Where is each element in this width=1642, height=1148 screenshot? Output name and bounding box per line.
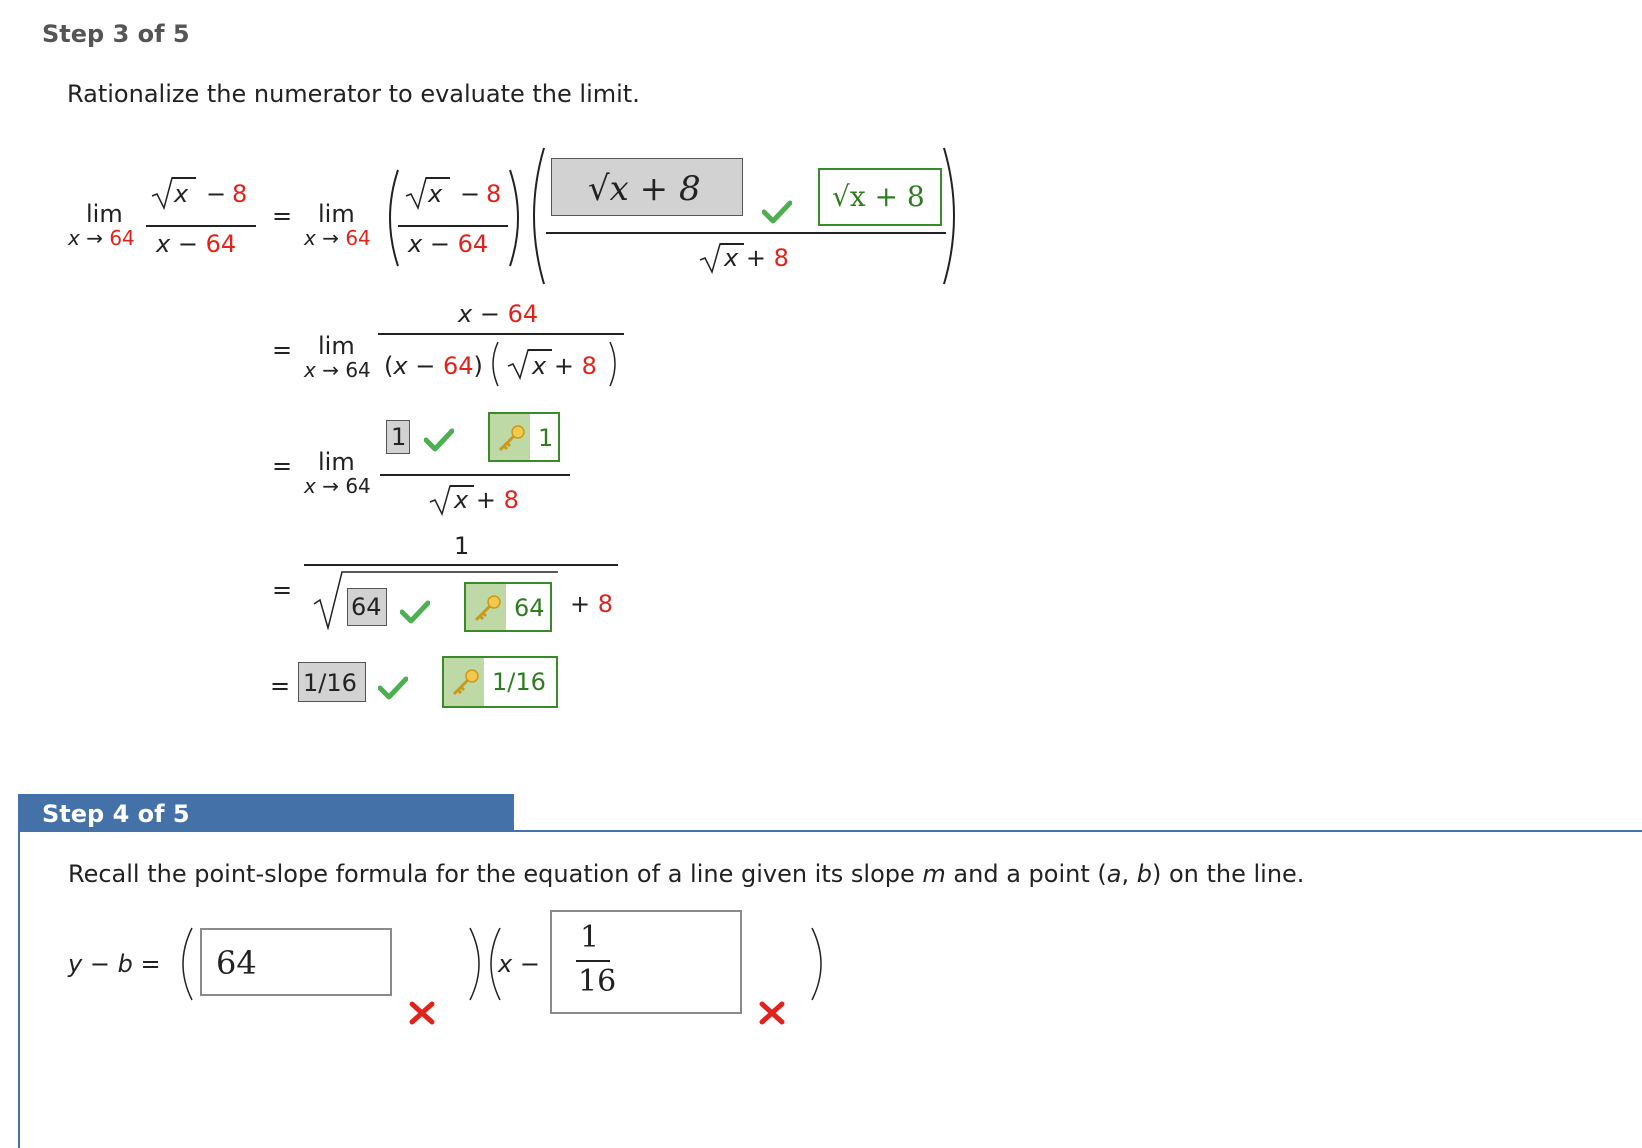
step4-left-border [18, 832, 20, 1148]
step3-title: Step 3 of 5 [42, 20, 190, 48]
sqrt-icon [506, 348, 532, 380]
step4-title: Step 4 of 5 [42, 800, 190, 828]
left-paren-icon [486, 340, 500, 388]
key-answer-line1: √x + 8 [818, 168, 942, 226]
check-icon [424, 428, 454, 452]
sqrt-icon [404, 176, 430, 210]
answer-box-line5: 1/16 [298, 662, 366, 702]
step3-instruction: Rationalize the numerator to evaluate the limit. [67, 80, 640, 108]
key-icon [496, 424, 526, 452]
key-answer-line5: 1/16 [442, 656, 558, 708]
sqrt-icon [698, 242, 724, 274]
sqrt-icon [428, 484, 454, 516]
slope-input[interactable]: 64 [200, 928, 392, 996]
sqrt-icon [150, 176, 176, 210]
check-icon [400, 600, 430, 624]
check-icon [762, 200, 792, 224]
fraction-bar [146, 225, 256, 227]
lim-approach: x → 64 [68, 226, 135, 250]
key-icon [472, 594, 502, 622]
point-input[interactable]: 1 16 [550, 910, 742, 1014]
right-paren-icon [808, 926, 834, 1002]
incorrect-x-icon [758, 1000, 786, 1026]
right-paren-icon [608, 340, 622, 388]
incorrect-x-icon [408, 1000, 436, 1026]
key-answer-line3: 1 [488, 412, 560, 462]
key-icon [450, 668, 480, 696]
equals-sign: = [272, 202, 293, 230]
left-paren-icon [378, 168, 402, 268]
step4-divider [514, 830, 1642, 832]
key-answer-line4: 64 [464, 582, 552, 632]
answer-box-line4: 64 [347, 588, 387, 626]
right-paren-icon [940, 146, 968, 286]
lim-label: lim [86, 200, 123, 228]
step4-instruction: Recall the point-slope formula for the equation of a line given its slope m and a point (a, b) on the line. [68, 860, 1305, 888]
check-icon [378, 676, 408, 700]
left-paren-icon [170, 926, 196, 1002]
left-paren-icon [520, 146, 548, 286]
answer-box-line1: √x + 8 [551, 158, 743, 216]
answer-box-line3: 1 [386, 420, 410, 454]
